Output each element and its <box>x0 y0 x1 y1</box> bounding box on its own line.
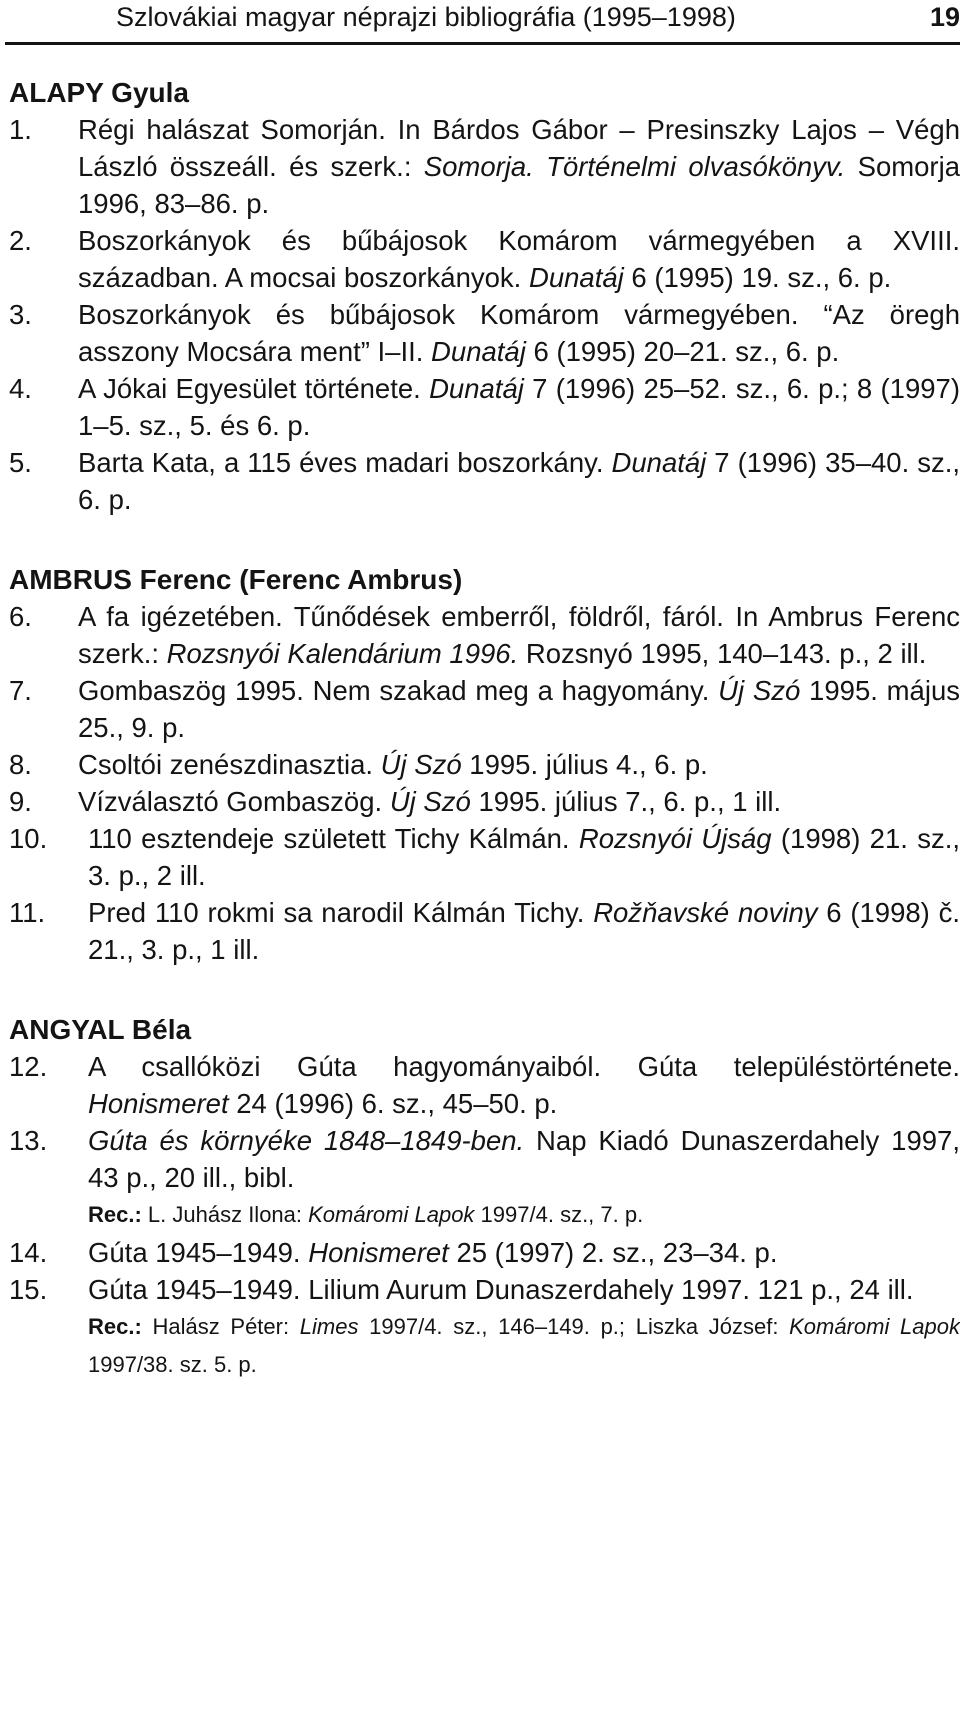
bibliography-entry <box>9 783 960 820</box>
entry-text: 110 esztendeje született Tichy Kálmán. Rozsnyói Újság (1998) 21. sz., 3. p., 2 ill. <box>88 823 960 891</box>
entry-number: 9. <box>9 786 32 817</box>
entry-number: 5. <box>9 447 32 478</box>
bibliography-entry <box>9 746 960 783</box>
author-name: ANGYAL Béla <box>9 1014 192 1045</box>
entry-number: 1. <box>9 114 32 145</box>
bibliography-entry <box>9 111 960 222</box>
bibliography-entry <box>9 672 960 746</box>
entry-text: Gombaszög 1995. Nem szakad meg a hagyomány. Új Szó 1995. május 25., 9. p. <box>78 675 960 743</box>
entry-number: 12. <box>9 1051 48 1082</box>
entry-number: 4. <box>9 373 32 404</box>
author-section <box>9 561 960 968</box>
bibliography-entry <box>9 444 960 518</box>
entry-text: Boszorkányok és bűbájosok Komárom vármegyében. “Az öregh asszony Mocsára ment” I–II. Dunatáj 6 (1995) 20–21. sz., 6. p. <box>78 299 960 367</box>
entry-text: Gúta és környéke 1848–1849-ben. Nap Kiadó Dunaszerdahely 1997, 43 p., 20 ill., bibl. <box>88 1125 960 1193</box>
bibliography-entry <box>9 1122 960 1196</box>
entry-number: 3. <box>9 299 32 330</box>
bibliography-entry <box>9 1048 960 1122</box>
bibliography-entry <box>9 894 960 968</box>
author-name: ALAPY Gyula <box>9 77 189 108</box>
entry-number: 6. <box>9 601 32 632</box>
entry-text: A fa igézetében. Tűnődések emberről, földről, fáról. In Ambrus Ferenc szerk.: Rozsnyói Kalendárium 1996. Rozsnyó 1995, 140–143. p., 2 ill. <box>78 601 960 669</box>
author-section <box>9 74 960 518</box>
bibliography-entry <box>9 820 960 894</box>
review-note: Rec.: L. Juhász Ilona: Komáromi Lapok 1997/4. sz., 7. p. <box>88 1202 644 1227</box>
bibliography-entry <box>9 370 960 444</box>
entry-text: Barta Kata, a 115 éves madari boszorkány. Dunatáj 7 (1996) 35–40. sz., 6. p. <box>78 447 960 515</box>
entry-number: 15. <box>9 1274 48 1305</box>
entry-number: 2. <box>9 225 32 256</box>
bibliography-entry <box>9 296 960 370</box>
bibliography-entry <box>9 1234 960 1271</box>
bibliography-entry <box>9 598 960 672</box>
review-note: Rec.: Halász Péter: Limes 1997/4. sz., 146–149. p.; Liszka József: Komáromi Lapok 1997/38. sz. 5. p. <box>88 1314 960 1377</box>
author-name: AMBRUS Ferenc (Ferenc Ambrus) <box>9 564 463 595</box>
author-section <box>9 1011 960 1384</box>
entry-number: 10. <box>9 823 48 854</box>
bibliography-entry <box>9 222 960 296</box>
entry-text: A Jókai Egyesület története. Dunatáj 7 (1996) 25–52. sz., 6. p.; 8 (1997) 1–5. sz., 5. és 6. p. <box>78 373 960 441</box>
entry-number: 11. <box>9 897 46 928</box>
page-header <box>0 0 960 46</box>
entry-number: 13. <box>9 1125 48 1156</box>
bibliography-body <box>9 74 960 1384</box>
entry-text: Pred 110 rokmi sa narodil Kálmán Tichy. Rožňavské noviny 6 (1998) č. 21., 3. p., 1 ill. <box>88 897 960 965</box>
entry-text: Régi halászat Somorján. In Bárdos Gábor – Presinszky Lajos – Végh László összeáll. és szerk.: Somorja. Történelmi olvasókönyv. Somorja 1996, 83–86. p. <box>78 114 960 219</box>
entry-text: Csoltói zenészdinasztia. Új Szó 1995. július 4., 6. p. <box>78 749 708 780</box>
entry-text: Boszorkányok és bűbájosok Komárom vármegyében a XVIII. században. A mocsai boszorkányok. Dunatáj 6 (1995) 19. sz., 6. p. <box>78 225 960 293</box>
entry-text: A csallóközi Gúta hagyományaiból. Gúta településtörténete. Honismeret 24 (1996) 6. sz., 45–50. p. <box>88 1051 960 1119</box>
entry-number: 8. <box>9 749 32 780</box>
header-rule <box>5 42 960 45</box>
entry-number: 7. <box>9 675 32 706</box>
entry-text: Gúta 1945–1949. Honismeret 25 (1997) 2. sz., 23–34. p. <box>88 1237 778 1268</box>
running-title: Szlovákiai magyar néprajzi bibliográfia (1995–1998) <box>116 2 736 32</box>
entry-text: Gúta 1945–1949. Lilium Aurum Dunaszerdahely 1997. 121 p., 24 ill. <box>88 1274 914 1305</box>
entry-number: 14. <box>9 1237 48 1268</box>
bibliography-entry <box>9 1271 960 1308</box>
entry-text: Vízválasztó Gombaszög. Új Szó 1995. július 7., 6. p., 1 ill. <box>78 786 782 817</box>
page-number: 19 <box>929 2 960 32</box>
